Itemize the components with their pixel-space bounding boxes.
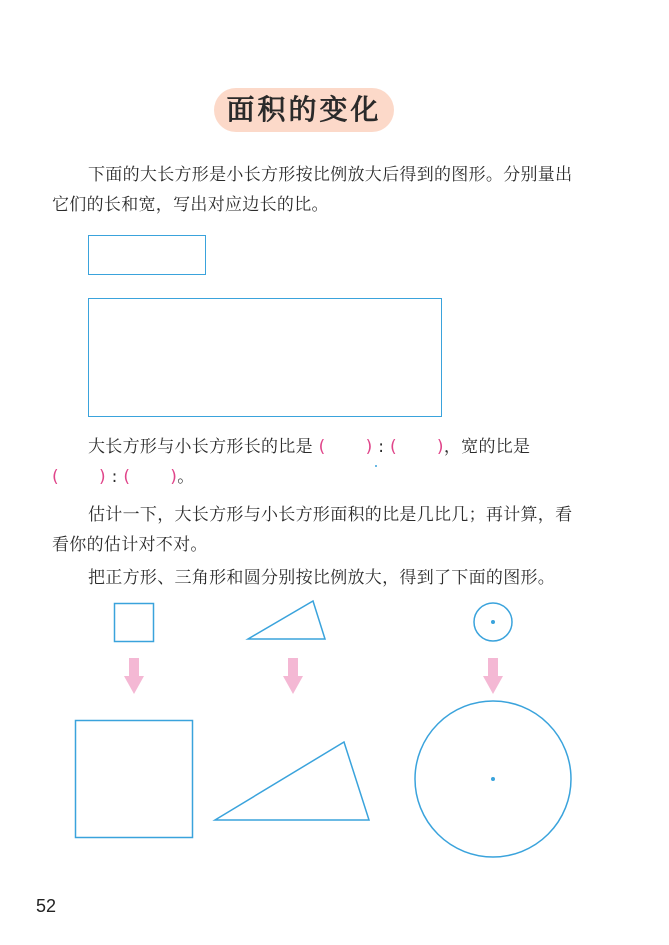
small-square: [115, 604, 154, 642]
blank-width-small-open: (: [123, 467, 131, 487]
ratio-text-width: ，宽的比是: [443, 437, 531, 457]
large-square: [76, 721, 193, 838]
blank-length-small-open: (: [389, 437, 397, 457]
blank-length-small-close: ): [436, 437, 444, 457]
down-arrow-icon: [483, 658, 503, 694]
down-arrow-icon: [124, 658, 144, 694]
page-title: 面积的变化: [226, 93, 382, 126]
small-triangle: [248, 601, 325, 639]
stray-dot: [375, 465, 377, 467]
large-triangle: [215, 742, 369, 820]
small-circle-center: [491, 620, 495, 624]
blank-length-big-open: (: [318, 437, 326, 457]
enlarge-text: 把正方形、三角形和圆分别按比例放大，得到了下面的图形。: [88, 568, 556, 588]
ratio-text-length: 大长方形与小长方形长的比是: [88, 437, 313, 457]
blank-width-small-close: ): [170, 467, 178, 487]
ratio-colon: :: [378, 437, 385, 457]
estimate-text: 估计一下，大长方形与小长方形面积的比是几比几；再计算，看看你的估计对不对。: [52, 505, 573, 555]
down-arrow-icon: [283, 658, 303, 694]
intro-text: 下面的大长方形是小长方形按比例放大后得到的图形。分别量出它们的长和宽，写出对应边长的比。: [52, 165, 573, 215]
page-number: 52: [36, 896, 57, 916]
ratio-end: 。: [177, 467, 195, 487]
large-circle-center: [491, 777, 495, 781]
ratio-colon-2: :: [111, 467, 118, 487]
blank-width-big-open: (: [52, 467, 59, 487]
blank-length-big-close: ): [365, 437, 373, 457]
blank-width-big-close: ): [98, 467, 106, 487]
